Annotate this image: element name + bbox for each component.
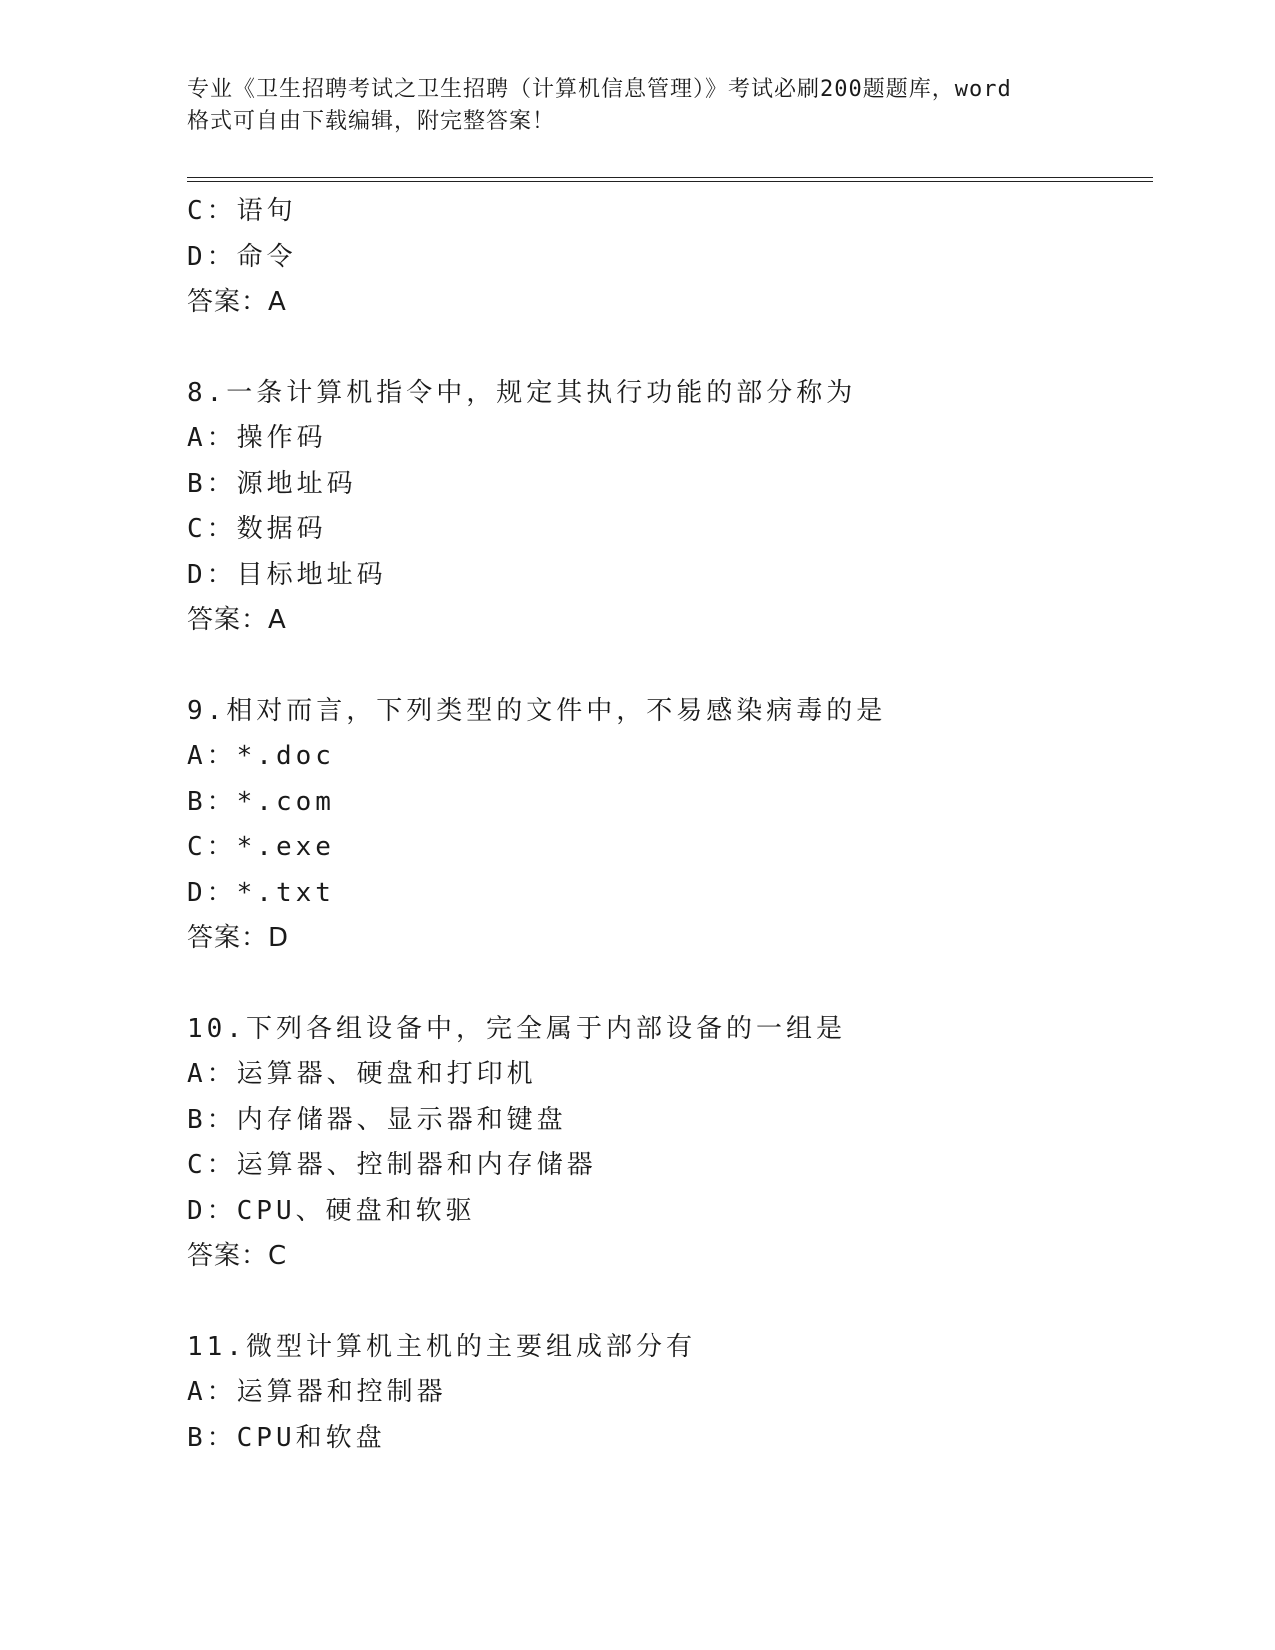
header-line-2: 格式可自由下载编辑，附完整答案！ — [187, 109, 556, 134]
option-b: B：内存储器、显示器和键盘 — [187, 1104, 567, 1135]
question-10 — [187, 1007, 1147, 1280]
question-9 — [187, 689, 1147, 962]
option-a: A：操作码 — [187, 423, 327, 453]
question-stem: 9.相对而言，下列类型的文件中，不易感染病毒的是 — [187, 695, 887, 726]
question-7-continued — [187, 189, 1147, 326]
option-d: D：*.txt — [187, 877, 335, 908]
header-divider-bottom — [187, 181, 1153, 182]
option-b: B：CPU和软盘 — [187, 1422, 386, 1453]
question-stem: 11.微型计算机主机的主要组成部分有 — [187, 1331, 696, 1362]
option-b: B：源地址码 — [187, 468, 357, 499]
option-b: B：*.com — [187, 786, 335, 817]
header-line-1: 专业《卫生招聘考试之卫生招聘（计算机信息管理）》考试必刷200题题库，word — [187, 77, 1012, 102]
question-stem: 10.下列各组设备中，完全属于内部设备的一组是 — [187, 1013, 846, 1044]
option-c: C：数据码 — [187, 514, 327, 544]
header-divider-top — [187, 177, 1153, 178]
option-c: C：语句 — [187, 196, 297, 226]
option-a: A：*.doc — [187, 741, 335, 771]
option-c: C：*.exe — [187, 832, 335, 862]
question-list — [187, 189, 1147, 1461]
question-stem: 8.一条计算机指令中，规定其执行功能的部分称为 — [187, 377, 857, 408]
option-d: D：目标地址码 — [187, 559, 387, 590]
option-a: A：运算器和控制器 — [187, 1377, 447, 1407]
option-d: D：命令 — [187, 241, 297, 272]
option-c: C：运算器、控制器和内存储器 — [187, 1150, 597, 1180]
question-8 — [187, 371, 1147, 644]
option-d: D：CPU、硬盘和软驱 — [187, 1195, 476, 1226]
option-a: A：运算器、硬盘和打印机 — [187, 1059, 537, 1089]
answer-line: 答案：A — [187, 287, 287, 317]
answer-line: 答案：A — [187, 605, 287, 635]
question-11 — [187, 1325, 1147, 1462]
answer-line: 答案：D — [187, 923, 290, 953]
document-header — [187, 74, 1087, 138]
answer-line: 答案：C — [187, 1241, 288, 1271]
